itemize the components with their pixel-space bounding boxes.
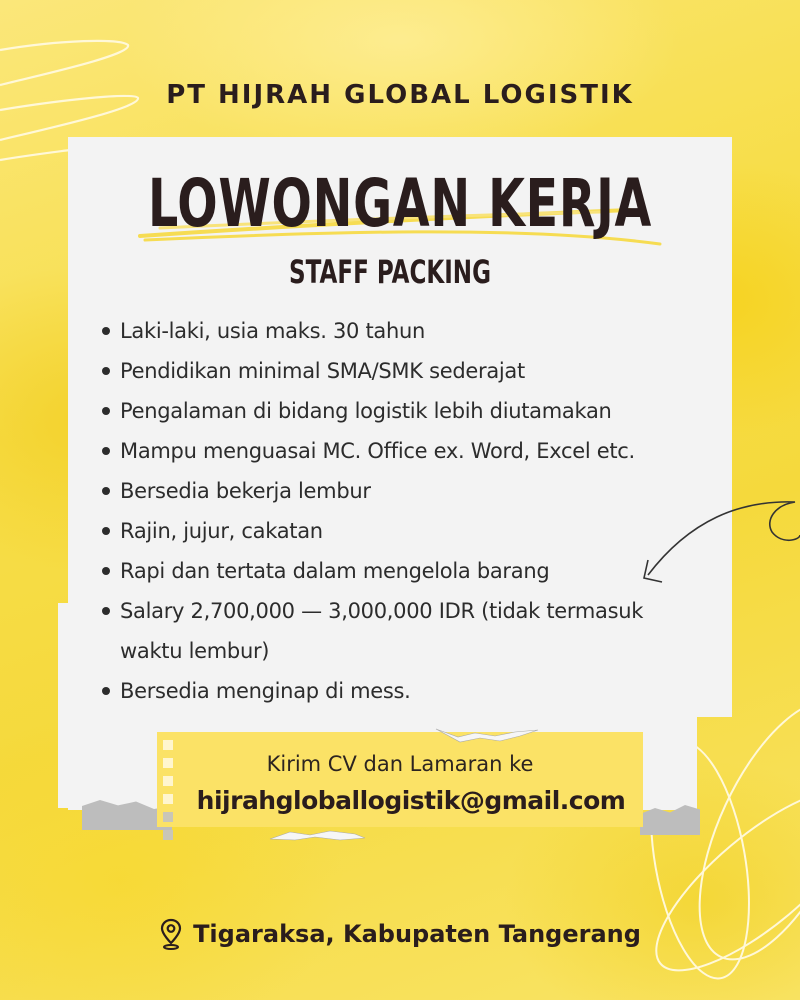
requirement-item: Bersedia menginap di mess. [100, 671, 730, 711]
location [0, 918, 800, 950]
requirement-item: Salary 2,700,000 — 3,000,000 IDR (tidak termasuk waktu lembur) [100, 591, 700, 671]
bullet-icon [102, 447, 110, 455]
job-title-heading: LOWONGAN KERJA [147, 165, 653, 242]
requirement-item: Pendidikan minimal SMA/SMK sederajat [100, 351, 730, 391]
requirement-item: Rapi dan tertata dalam mengelola barang [100, 551, 730, 591]
bullet-icon [102, 327, 110, 335]
requirement-item: Bersedia bekerja lembur [100, 471, 730, 511]
apply-email[interactable]: hijrahgloballogistik@gmail.com [196, 786, 626, 815]
bullet-icon [102, 687, 110, 695]
requirement-item: Mampu menguasai MC. Office ex. Word, Excel etc. [100, 431, 730, 471]
map-pin-icon [159, 918, 183, 950]
requirements-list [100, 311, 730, 711]
bullet-icon [102, 487, 110, 495]
location-text: Tigaraksa, Kabupaten Tangerang [193, 920, 641, 948]
apply-info-box [157, 732, 643, 827]
bullet-icon [102, 567, 110, 575]
requirement-item: Pengalaman di bidang logistik lebih diutamakan [100, 391, 730, 431]
bullet-icon [102, 407, 110, 415]
company-name: PT HIJRAH GLOBAL LOGISTIK [166, 80, 634, 110]
bullet-icon [102, 527, 110, 535]
requirement-item: Rajin, jujur, cakatan [100, 511, 730, 551]
bullet-icon [102, 607, 110, 615]
bullet-icon [102, 367, 110, 375]
requirement-item: Laki-laki, usia maks. 30 tahun [100, 311, 730, 351]
position-subtitle: STAFF PACKING [289, 253, 491, 291]
apply-label: Kirim CV dan Lamaran ke [266, 752, 534, 776]
